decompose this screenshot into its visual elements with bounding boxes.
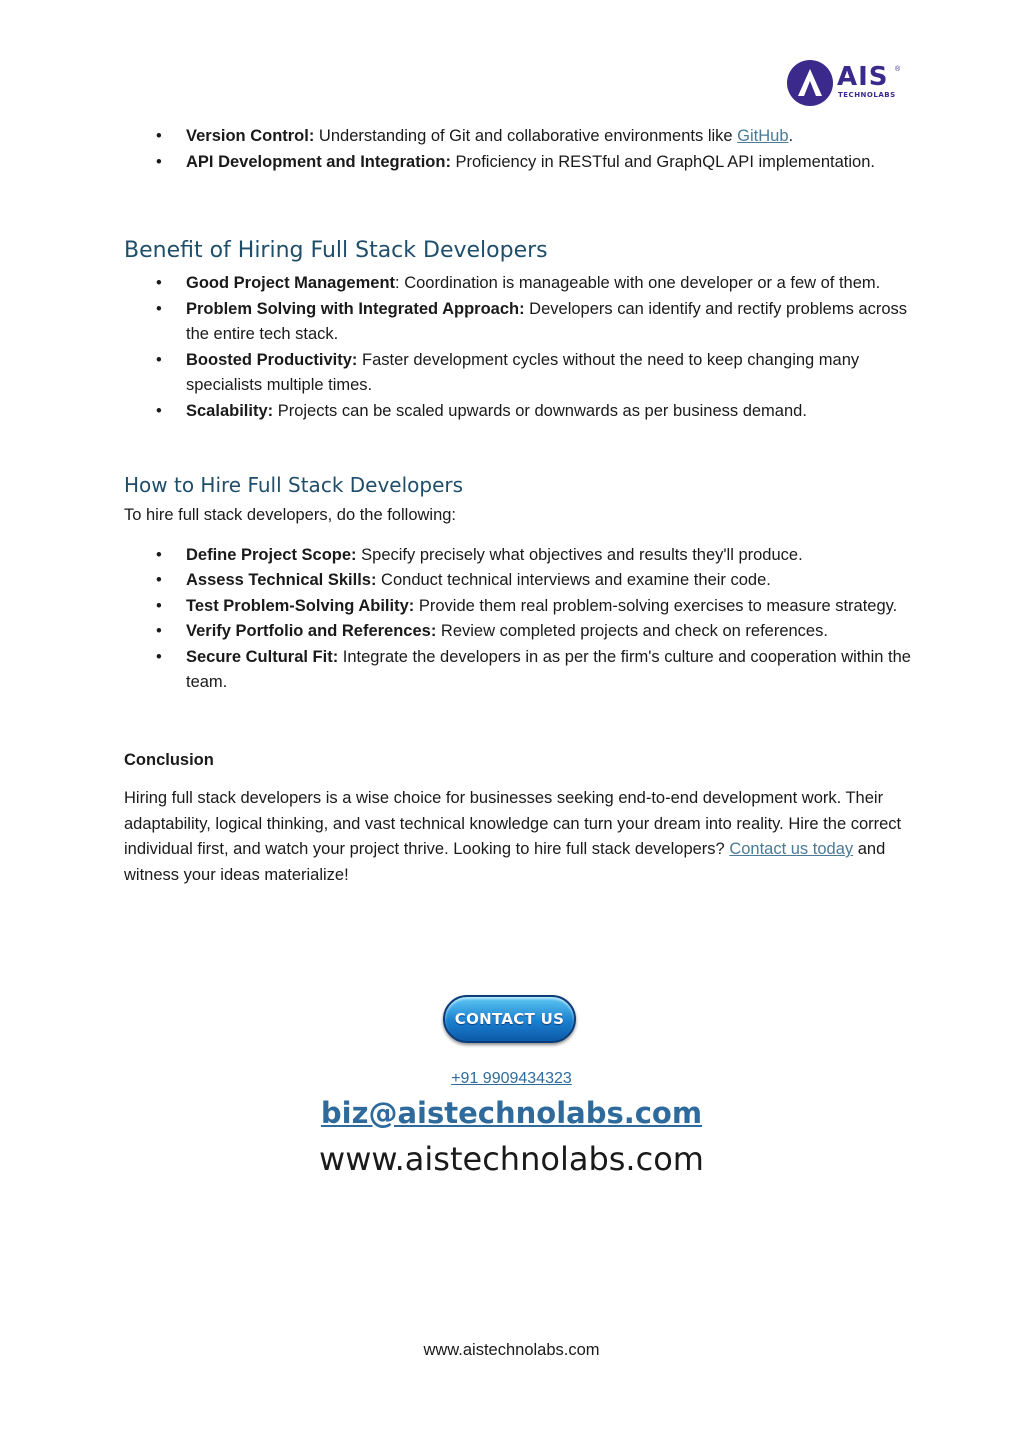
logo-wordmark: AIS (837, 62, 889, 92)
list-item (124, 399, 914, 425)
item-term: Assess Technical Skills: (186, 571, 377, 589)
list-item (124, 594, 914, 620)
conclusion-heading: Conclusion (124, 750, 214, 769)
bullet-icon: • (156, 350, 162, 369)
contact-us-link[interactable]: Contact us today (729, 840, 854, 858)
logo-mark-icon (787, 60, 833, 106)
logo-subtitle: TECHNOLABS (838, 91, 896, 99)
item-text: Faster development cycles without the need to keep changing many specialists multiple times. (186, 350, 860, 394)
email-link[interactable]: biz@aistechnolabs.com (320, 1096, 703, 1130)
bullet-icon: • (156, 596, 162, 615)
item-term: Secure Cultural Fit: (186, 647, 339, 666)
bullet-icon: • (156, 299, 162, 318)
item-term: Boosted Productivity: (186, 350, 358, 369)
item-text: Review completed projects and check on references. (436, 622, 828, 640)
bullet-icon: • (156, 545, 162, 564)
website-text: www.aistechnolabs.com (319, 1140, 704, 1178)
list-item (124, 348, 914, 399)
bullet-icon: • (156, 127, 162, 145)
item-text: Proficiency in RESTful and GraphQL API implementation. (450, 152, 875, 171)
list-item (124, 297, 914, 348)
item-term: Version Control: (186, 127, 315, 145)
how-to-intro: To hire full stack developers, do the following: (124, 506, 457, 524)
github-link[interactable]: GitHub (737, 127, 789, 145)
conclusion-text: Hiring full stack developers is a wise choice for businesses seeking end-to-end development work. Their adaptability, logical thinking, and vast technical knowledge can turn your dream into reality. Hire the correct individual first, and watch your project thrive. Looking to hire full stack developers? (124, 789, 902, 858)
item-text: Specify precisely what objectives and results they'll produce. (356, 545, 803, 564)
item-term: Problem Solving with Integrated Approach: (186, 299, 525, 318)
benefits-heading: Benefit of Hiring Full Stack Developers (124, 238, 548, 263)
item-term: Verify Portfolio and References: (186, 622, 437, 640)
item-term: Test Problem-Solving Ability: (186, 596, 415, 615)
list-item (124, 271, 914, 297)
list-item (124, 568, 914, 594)
item-text: : Coordination is manageable with one developer or a few of them. (395, 274, 881, 292)
skills-list (124, 124, 914, 175)
footer-url: www.aistechnolabs.com (423, 1341, 600, 1359)
item-text-end: . (788, 127, 794, 145)
item-text: Integrate the developers in as per the firm's culture and cooperation within the team. (186, 647, 911, 691)
list-item (124, 124, 914, 150)
item-text: Provide them real problem-solving exercises to measure strategy. (414, 596, 898, 615)
logo-registered-mark: ® (895, 66, 901, 73)
bullet-icon: • (156, 571, 162, 589)
item-term: Scalability: (186, 401, 274, 420)
item-text: Projects can be scaled upwards or downwards as per business demand. (273, 401, 807, 420)
how-to-heading: How to Hire Full Stack Developers (124, 473, 464, 497)
phone-link[interactable]: +91 9909434323 (451, 1070, 572, 1087)
contact-us-button[interactable]: CONTACT US (443, 995, 576, 1043)
item-text: Conduct technical interviews and examine their code. (376, 571, 771, 589)
bullet-icon: • (156, 622, 162, 640)
item-text: Understanding of Git and collaborative environments like (314, 127, 738, 145)
item-text: Developers can identify and rectify problems across the entire tech stack. (186, 299, 908, 343)
bullet-icon: • (156, 647, 162, 666)
how-to-list (124, 543, 914, 696)
list-item (124, 619, 914, 645)
conclusion-paragraph (124, 786, 914, 888)
conclusion-text-end: and witness your ideas materialize! (124, 840, 886, 884)
bullet-icon: • (156, 401, 162, 420)
item-term: API Development and Integration: (186, 152, 451, 171)
list-item (124, 150, 914, 176)
list-item (124, 543, 914, 569)
benefits-list (124, 271, 914, 424)
item-term: Good Project Management (186, 274, 396, 292)
bullet-icon: • (156, 274, 162, 292)
document-body (124, 124, 914, 888)
list-item (124, 645, 914, 696)
bullet-icon: • (156, 152, 162, 171)
item-term: Define Project Scope: (186, 545, 357, 564)
ais-technolabs-logo[interactable] (787, 58, 907, 108)
